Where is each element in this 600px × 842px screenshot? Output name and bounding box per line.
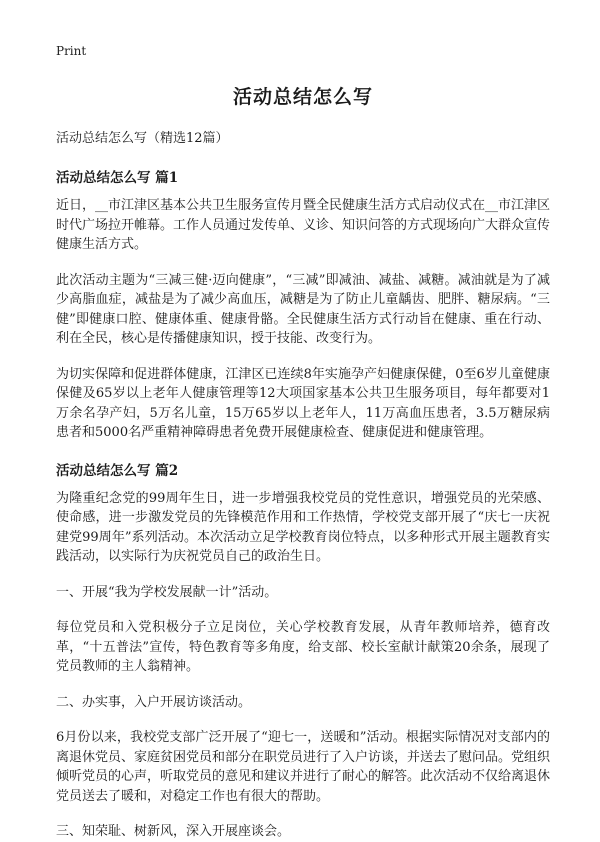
- paragraph: 6月份以来，我校党支部广泛开展了“迎七一，送暖和”活动。根据实际情况对支部内的离退休党员、家庭贫困党员和部分在职党员进行了入户访谈，并送去了慰问品。党组织倾听党员的心声，听取党员的意见和建议并进行了耐心的解答。此次活动不仅给离退休党员送去了暖和，对稳定工作也有很大的帮助。: [56, 730, 551, 804]
- section-heading: 活动总结怎么写 篇2: [56, 462, 179, 479]
- list-item-heading: 三、知荣耻、树新风，深入开展座谈会。: [56, 824, 291, 839]
- paragraph: 此次活动主题为“三减三健·迈向健康”，“三减”即减油、减盐、减糖。减油就是为了减少高脂血症，减盐是为了减少高血压，减糖是为了防止儿童龋齿、肥胖、糖尿病。“三健”即健康口腔、健康体重、健康骨骼。全民健康生活方式行动旨在健康、重在行动、利在全民，核心是传播健康知识，授于技能、改变行为。: [56, 272, 550, 346]
- section-1: [56, 166, 550, 443]
- list-item-heading: 二、办实事，入户开展访谈活动。: [56, 694, 252, 710]
- paragraph: 为切实保障和促进群体健康，江津区已连续8年实施孕产妇健康保健，0至6岁儿童健康保健及65岁以上老年人健康管理等12大项国家基本公共卫生服务项目，每年都要对1万余名孕产妇，5万名儿童，15万65岁以上老年人，11万高血压患者，3.5万糖尿病患者和5000名严重精神障碍患者免费开展健康检查、健康促进和健康管理。: [56, 366, 550, 440]
- print-link[interactable]: Print: [56, 44, 87, 58]
- list-item-heading: 一、开展“我为学校发展献一计”活动。: [56, 584, 278, 600]
- document-subtitle: 活动总结怎么写（精选12篇）: [56, 131, 229, 146]
- paragraph: 为隆重纪念党的99周年生日，进一步增强我校党员的党性意识，增强党员的光荣感、使命感，进一步激发党员的先锋模范作用和工作热情，学校党支部开展了“庆七一庆祝建党99周年”系列活动。本次活动立足学校教育岗位特点，以多种形式开展主题教育实践活动，以实际行为庆祝党员自己的政治生日。: [56, 490, 550, 564]
- document-title: 活动总结怎么写: [232, 86, 373, 108]
- section-2: [56, 459, 550, 842]
- section-heading: 活动总结怎么写 篇1: [56, 170, 179, 186]
- paragraph: 每位党员和入党积极分子立足岗位，关心学校教育发展，从青年教师培养，德育改革，“十五普法”宣传，特色教育等多角度，给支部、校长室献计献策20余条，展现了党员教师的主人翁精神。: [56, 620, 550, 674]
- paragraph: 近日，__市江津区基本公共卫生服务宣传月暨全民健康生活方式启动仪式在__市江津区时代广场拉开帷幕。工作人员通过发传单、义诊、知识问答的方式现场向广大群众宣传健康生活方式。: [56, 198, 551, 252]
